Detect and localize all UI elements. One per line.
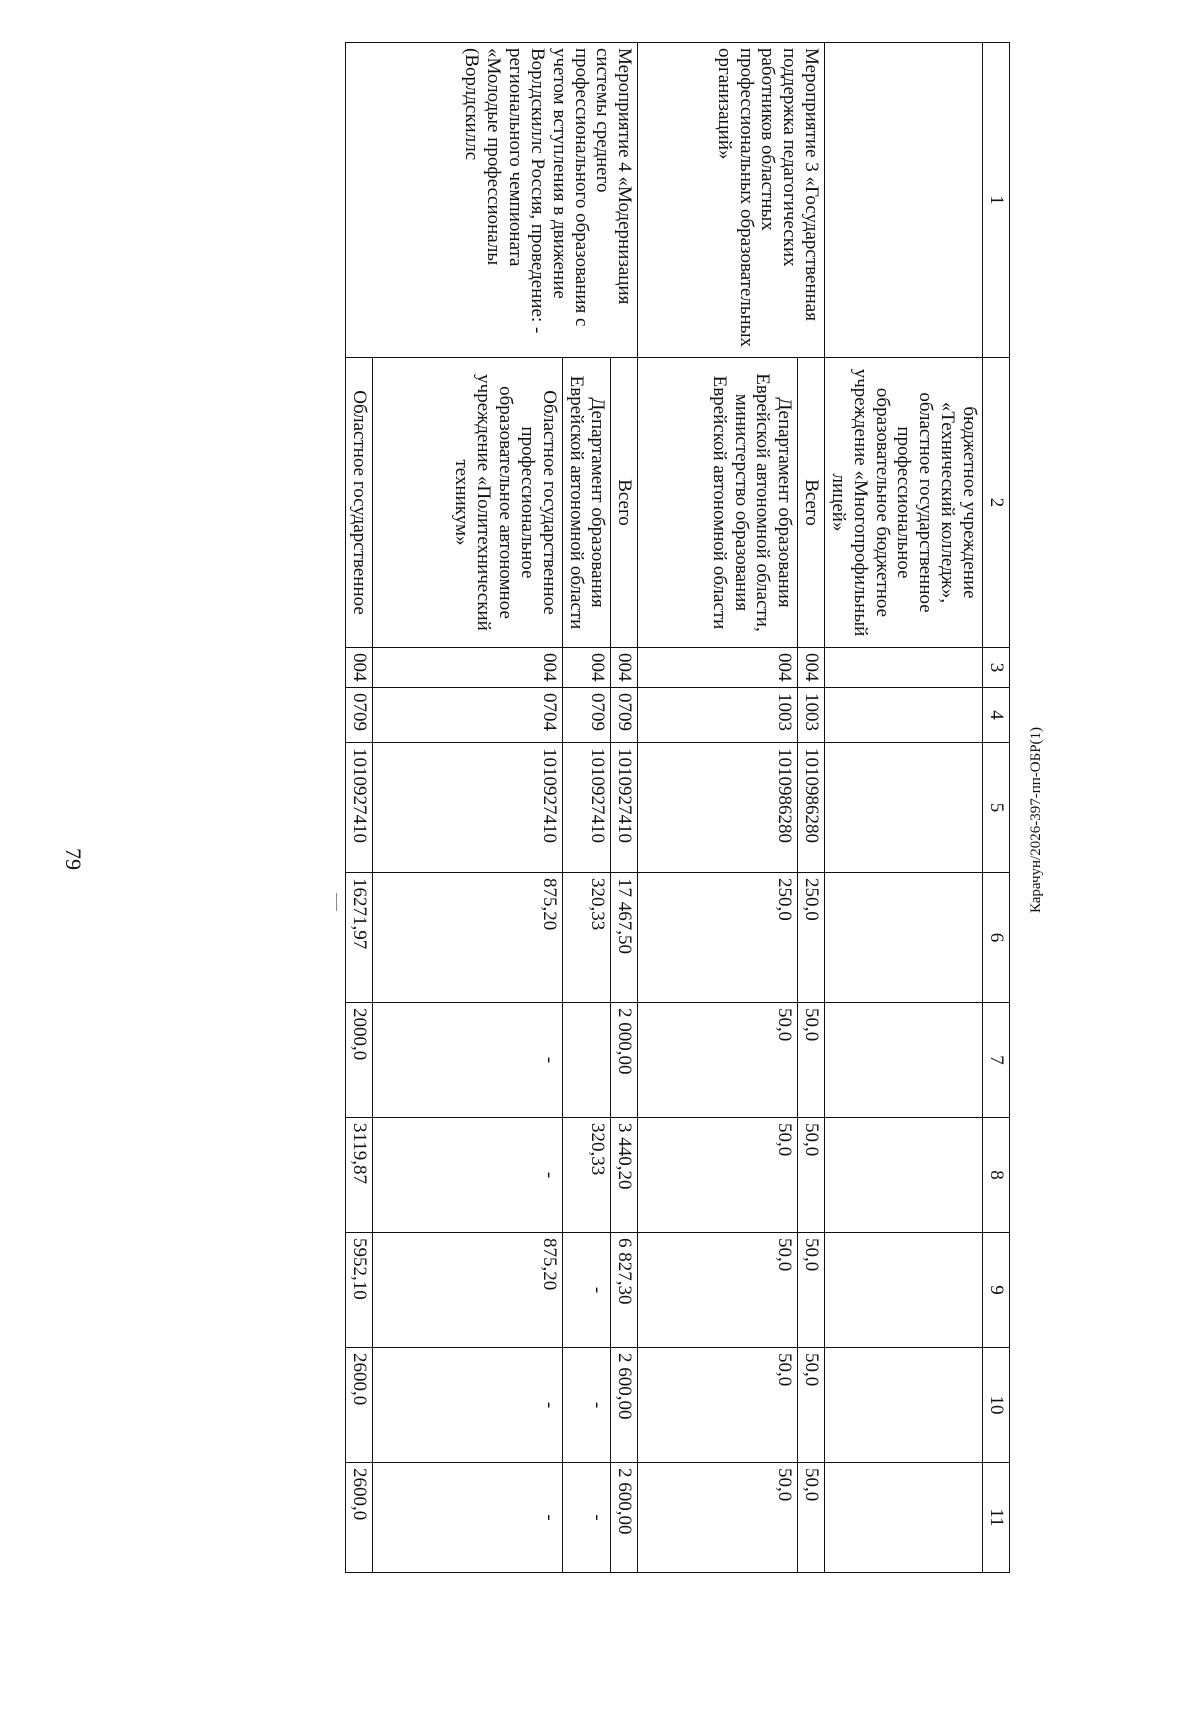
- table-row-m3-total: [798, 43, 825, 1573]
- col-header: 7: [983, 1003, 1010, 1118]
- cell: [825, 743, 983, 873]
- cell: [825, 1463, 983, 1573]
- col-header: 9: [983, 1233, 1010, 1348]
- executor-cell: Всего: [611, 358, 638, 648]
- amount-cell: -: [562, 1348, 611, 1463]
- amount-cell: 320,33: [562, 1118, 611, 1233]
- col-header: 1: [983, 43, 1010, 358]
- amount-cell: -: [372, 1348, 562, 1463]
- code-cell: 1010927410: [611, 743, 638, 873]
- amount-cell: 250,0: [638, 873, 798, 1003]
- amount-cell: 2 000,00: [611, 1003, 638, 1118]
- amount-cell: 50,0: [798, 1463, 825, 1573]
- cell: [825, 688, 983, 743]
- amount-cell: 2600,0: [345, 1463, 372, 1573]
- budget-table-container: [345, 42, 1010, 1562]
- amount-cell: -: [562, 1233, 611, 1348]
- code-cell: 0709: [611, 688, 638, 743]
- col-header: 4: [983, 688, 1010, 743]
- executor-cell: Департамент образования Еврейской автономной области: [562, 358, 611, 648]
- activity-title-cell: Мероприятие 4 «Модернизация системы среднего профессионального образования с учетом вступления в движение Ворлдскиллс Россия, проведение: - регионального чемпионата «Молодые профессионалы (Ворлдскиллс: [345, 43, 637, 358]
- col-header: 6: [983, 873, 1010, 1003]
- amount-cell: -: [372, 1118, 562, 1233]
- page-number: 79: [61, 848, 86, 870]
- code-cell: 004: [638, 648, 798, 688]
- code-cell: 0709: [345, 688, 372, 743]
- code-cell: 0704: [372, 688, 562, 743]
- cell: [825, 1233, 983, 1348]
- amount-cell: 50,0: [638, 1118, 798, 1233]
- amount-cell: [562, 1003, 611, 1118]
- code-cell: 1003: [798, 688, 825, 743]
- amount-cell: 875,20: [372, 1233, 562, 1348]
- amount-cell: 2000,0: [345, 1003, 372, 1118]
- amount-cell: 5952,10: [345, 1233, 372, 1348]
- col-header: 11: [983, 1463, 1010, 1573]
- col-header: 3: [983, 648, 1010, 688]
- amount-cell: -: [372, 1463, 562, 1573]
- col-header: 8: [983, 1118, 1010, 1233]
- code-cell: 1010927410: [372, 743, 562, 873]
- col-header: 2: [983, 358, 1010, 648]
- code-cell: 0709: [562, 688, 611, 743]
- amount-cell: 3 440,20: [611, 1118, 638, 1233]
- code-cell: 004: [372, 648, 562, 688]
- budget-table: [345, 42, 1010, 1573]
- executor-cell: Областное государственное профессиональное образовательное автономное учреждение «Политехнический техникум»: [372, 358, 562, 648]
- amount-cell: 3119,87: [345, 1118, 372, 1233]
- executor-cell: Областное государственное: [345, 358, 372, 648]
- code-cell: 004: [798, 648, 825, 688]
- amount-cell: 2 600,00: [611, 1463, 638, 1573]
- column-number-row: [983, 43, 1010, 1573]
- amount-cell: 50,0: [798, 1233, 825, 1348]
- document-code: Карачун/2026-397-пп-ОБР(1): [1028, 726, 1044, 914]
- cell: [825, 1003, 983, 1118]
- code-cell: 1010986280: [798, 743, 825, 873]
- code-cell: 004: [345, 648, 372, 688]
- amount-cell: 875,20: [372, 873, 562, 1003]
- amount-cell: 320,33: [562, 873, 611, 1003]
- table-row-m4-total: [611, 43, 638, 1573]
- cell: [825, 873, 983, 1003]
- amount-cell: 50,0: [638, 1463, 798, 1573]
- executor-cell: Департамент образования Еврейской автономной области, министерство образования Еврейской автономной области: [638, 358, 798, 648]
- amount-cell: 2600,0: [345, 1348, 372, 1463]
- executor-cell: бюджетное учреждение «Технический колледж», областное государственное профессиональное образовательное бюджетное учреждение «Многопрофильный лицей»: [825, 358, 983, 648]
- amount-cell: 50,0: [798, 1003, 825, 1118]
- code-cell: 004: [562, 648, 611, 688]
- table-row-continuation: [825, 43, 983, 1573]
- amount-cell: 50,0: [798, 1118, 825, 1233]
- code-cell: 1010986280: [638, 743, 798, 873]
- col-header: 5: [983, 743, 1010, 873]
- amount-cell: 2 600,00: [611, 1348, 638, 1463]
- cell: [825, 43, 983, 358]
- amount-cell: -: [562, 1463, 611, 1573]
- code-cell: 004: [611, 648, 638, 688]
- col-header: 10: [983, 1348, 1010, 1463]
- activity-title-cell: Мероприятие 3 «Государственная поддержка педагогических работников областных профессиональных образовательных организаций»: [638, 43, 825, 358]
- amount-cell: 50,0: [638, 1348, 798, 1463]
- amount-cell: 50,0: [638, 1233, 798, 1348]
- amount-cell: 50,0: [638, 1003, 798, 1118]
- amount-cell: -: [372, 1003, 562, 1118]
- amount-cell: 50,0: [798, 1348, 825, 1463]
- cell: [825, 1118, 983, 1233]
- amount-cell: 17 467,50: [611, 873, 638, 1003]
- page-divider-mark: [336, 893, 337, 911]
- code-cell: 1003: [638, 688, 798, 743]
- cell: [825, 1348, 983, 1463]
- amount-cell: 16271,97: [345, 873, 372, 1003]
- code-cell: 1010927410: [345, 743, 372, 873]
- amount-cell: 6 827,30: [611, 1233, 638, 1348]
- cell: [825, 648, 983, 688]
- executor-cell: Всего: [798, 358, 825, 648]
- amount-cell: 250,0: [798, 873, 825, 1003]
- code-cell: 1010927410: [562, 743, 611, 873]
